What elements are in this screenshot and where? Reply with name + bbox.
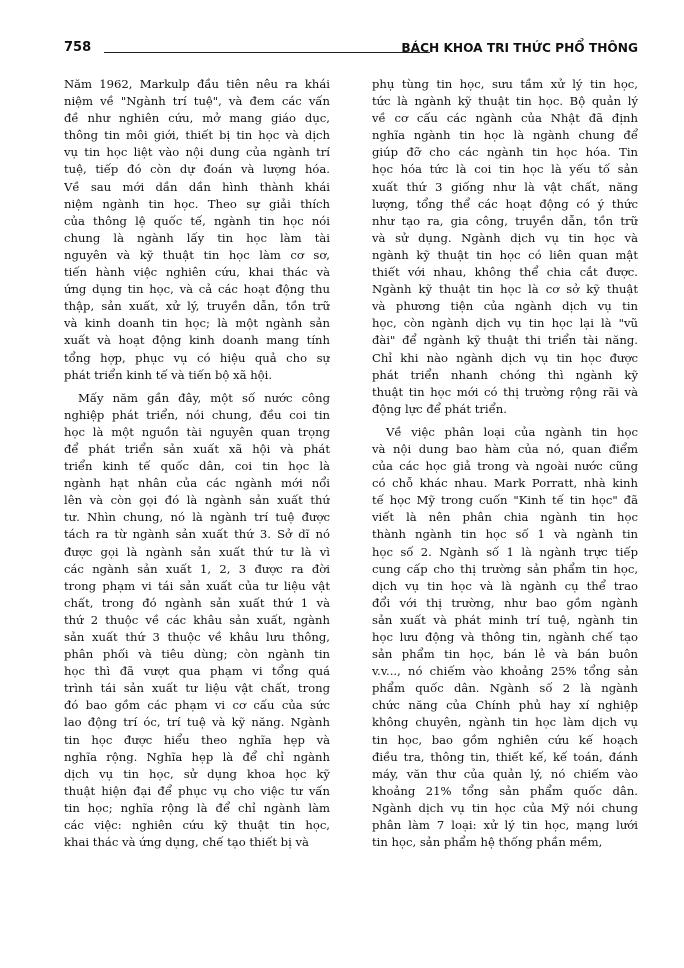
text-line: thành ngành tin học số 1 và ngành tin [372,527,638,542]
text-line: khai thác và ứng dụng, chế tạo thiết bị và [64,835,309,850]
text-line: sản phẩm tin học, bán lẻ và bán buôn [372,647,638,662]
text-line: chung là ngành lấy tin học làm tài [64,230,330,245]
text-line: v.v..., nó chiếm vào khoảng 25% tổng sản [372,664,638,679]
text-line: đó bao gồm các phạm vi cơ cấu của sức [64,698,330,713]
text-line: tin học, bao gồm nghiên cứu kế hoạch [372,732,638,747]
text-line: triển kinh tế quốc dân, coi tin học là [64,459,330,474]
text-line: dịch vụ tin học, sử dụng khoa học kỹ [64,766,330,781]
left-text-column [64,76,330,851]
header-rule [104,52,430,53]
text-line: nghĩa ngành tin học là ngành chung để [372,128,638,143]
text-line: của thông lệ quốc tế, ngành tin học nói [64,213,330,228]
text-line: ngành kỹ thuật tin học có liên quan mật [372,247,638,262]
text-line: và kinh doanh tin học; là một ngành sản [64,316,330,331]
text-line: ứng dụng tin học, và cả các hoạt động thu [64,282,330,297]
text-line: để phát triển sản xuất xã hội và phát [64,441,330,456]
text-line: học thì đã vượt qua phạm vi tổng quá [64,664,330,679]
text-line: phân làm 7 loại: xử lý tin học, mạng lưới [372,818,638,833]
text-line: tách ra từ ngành sản xuất thứ 3. Sở dĩ nó [64,527,330,542]
text-line: niệm ngành tin học. Theo sự giải thích [64,196,330,211]
text-line: tế học Mỹ trong cuốn "Kinh tế tin học" đã [372,493,638,508]
text-line: không chuyên, ngành tin học làm dịch vụ [372,715,638,730]
text-line: học, còn ngành dịch vụ tin học lại là "vũ [372,316,638,331]
text-line: nghĩa rộng. Nghĩa hẹp là để chỉ ngành [64,749,330,764]
text-line: như tạo ra, gia công, truyền dẫn, tồn trữ [372,213,638,228]
text-line: lao động trí óc, trí tuệ và kỹ năng. Ngành [64,715,330,730]
text-line: Năm 1962, Markulp đầu tiên nêu ra khái [64,77,330,91]
text-line: thiết với nhau, không thể chia cắt được. [372,265,638,280]
text-line: động lực để phát triển. [372,401,507,416]
text-line: Mấy năm gần đây, một số nước công [78,390,330,405]
text-line: trình tái sản xuất tư liệu vật chất, trong [64,681,330,696]
text-line: thông tin môi giới, thiết bị tin học và dịch [64,128,330,143]
text-line: lượng, tổng thể các hoạt động có ý thức [372,196,638,211]
text-line: tức là ngành kỹ thuật tin học. Bộ quản lý [372,94,638,109]
text-line: Về sau mới dần dần hình thành khái [64,179,330,194]
text-line: về cơ cấu các ngành của Nhật đã định [372,111,638,126]
text-line: tin học, sản phẩm hệ thống phần mềm, [372,835,603,850]
text-line: được gọi là ngành sản xuất thứ tư là vì [64,544,330,559]
text-line: Chỉ khi nào ngành dịch vụ tin học được [372,350,638,365]
text-line: khoảng 21% tổng sản phẩm quốc dân. [372,783,638,798]
text-line: viết là nên phân chia ngành tin học [372,510,638,525]
text-line: và phương tiện của ngành dịch vụ tin [372,299,638,314]
text-line: thuật hiện đại để phục vụ cho việc tư vấn [64,783,330,798]
text-line: xuất và hoạt động kinh doanh mang tính [64,333,330,348]
text-line: phẩm quốc dân. Ngành số 2 là ngành [372,681,638,696]
text-line: chất, trong đó ngành sản xuất thứ 1 và [64,595,330,610]
text-line: chức năng của Chính phủ hay xí nghiệp [372,698,638,713]
text-line: đề như nghiên cứu, mở mang giáo dục, [64,111,330,126]
right-text-column [372,76,638,851]
text-line: tuệ, tiếp đó còn dự đoán và lượng hóa. [64,162,330,177]
text-line: phụ tùng tin học, sưu tầm xử lý tin học, [372,77,638,91]
text-line: học hóa tức là coi tin học là yếu tố sản [372,162,638,177]
text-line: tổng hợp, phục vụ có hiệu quả cho sự [64,350,330,365]
text-line: tin học được hiểu theo nghĩa hẹp và [64,732,330,747]
text-line: sản xuất và phát minh trí tuệ, ngành tin [372,612,638,627]
text-line: của các học giả trong và ngoài nước cũng [372,459,638,474]
text-line: Ngành dịch vụ tin học của Mỹ nói chung [372,800,638,815]
text-line: học là một nguồn tài nguyên quan trọng [64,424,330,439]
text-line: đổi với thị trường, như bao gồm ngành [372,595,638,610]
text-line: thứ 2 thuộc về các khâu sản xuất, ngành [64,612,330,627]
text-line: phân phối và tiêu dùng; còn ngành tin [64,647,330,662]
text-line: và nội dung bao hàm của nó, quan điểm [372,441,638,456]
text-line: giúp đỡ cho các ngành tin học hóa. Tin [372,145,638,160]
text-line: thập, sản xuất, xử lý, truyền dẫn, tồn trữ [64,299,330,314]
text-line: các ngành sản xuất 1, 2, 3 được ra đời [64,561,330,576]
text-line: niệm về "Ngành trí tuệ", và đem các vấn [64,94,330,109]
text-line: sản xuất thứ 3 thuộc về khâu lưu thông, [64,630,330,644]
text-line: phát triển nhanh chóng thì ngành kỹ [372,367,638,382]
text-line: tiến hành việc nghiên cứu, khai thác và [64,265,330,280]
running-title: BÁCH KHOA TRI THỨC PHỔ THÔNG [401,41,638,55]
text-line: dịch vụ tin học và là ngành cụ thể trao [372,578,638,593]
text-line: các việc: nghiên cứu kỹ thuật tin học, [64,818,330,833]
page-header [64,40,638,62]
text-line: xuất thứ 3 giống như là vật chất, năng [372,179,638,194]
text-line: Về việc phân loại của ngành tin học [386,424,638,439]
text-line: học lưu động và thông tin, ngành chế tạo [372,630,638,644]
text-line: phát triển kinh tế và tiến bộ xã hội. [64,367,273,382]
text-line: tin học; nghĩa rộng là để chỉ ngành làm [64,800,330,815]
text-line: trong phạm vi tái sản xuất của tư liệu vật [64,578,330,593]
text-line: ngành hạt nhân của các ngành mới nổi [64,476,330,491]
text-line: và sử dụng. Ngành dịch vụ tin học và [372,230,638,245]
text-line: đài" để ngành kỹ thuật thi triển tài năng. [372,333,638,348]
text-line: lên và còn gọi đó là ngành sản xuất thứ [64,493,330,508]
page-number: 758 [64,40,92,55]
text-line: thuật tin học mới có thị trường rộng rãi và [372,384,638,399]
text-line: vụ tin học liệt vào nội dung của ngành trí [64,145,330,160]
text-line: điều tra, thông tin, thiết kế, kế toán, đánh [372,749,638,764]
text-line: nguyên và kỹ thuật tin học làm cơ sơ, [64,247,330,262]
text-line: nghiệp phát triển, nói chung, đều coi tin [64,407,330,422]
text-line: máy, văn thư của quản lý, nó chiếm vào [372,766,638,781]
text-line: Ngành kỹ thuật tin học là cơ sở kỹ thuật [372,282,638,297]
text-line: có chỗ khác nhau. Mark Porratt, nhà kinh [372,476,638,491]
text-line: cung cấp cho thị trường sản phẩm tin học, [372,561,638,576]
text-line: học số 2. Ngành số 1 là ngành trực tiếp [372,544,638,559]
text-line: tư. Nhìn chung, nó là ngành trí tuệ được [64,510,330,525]
